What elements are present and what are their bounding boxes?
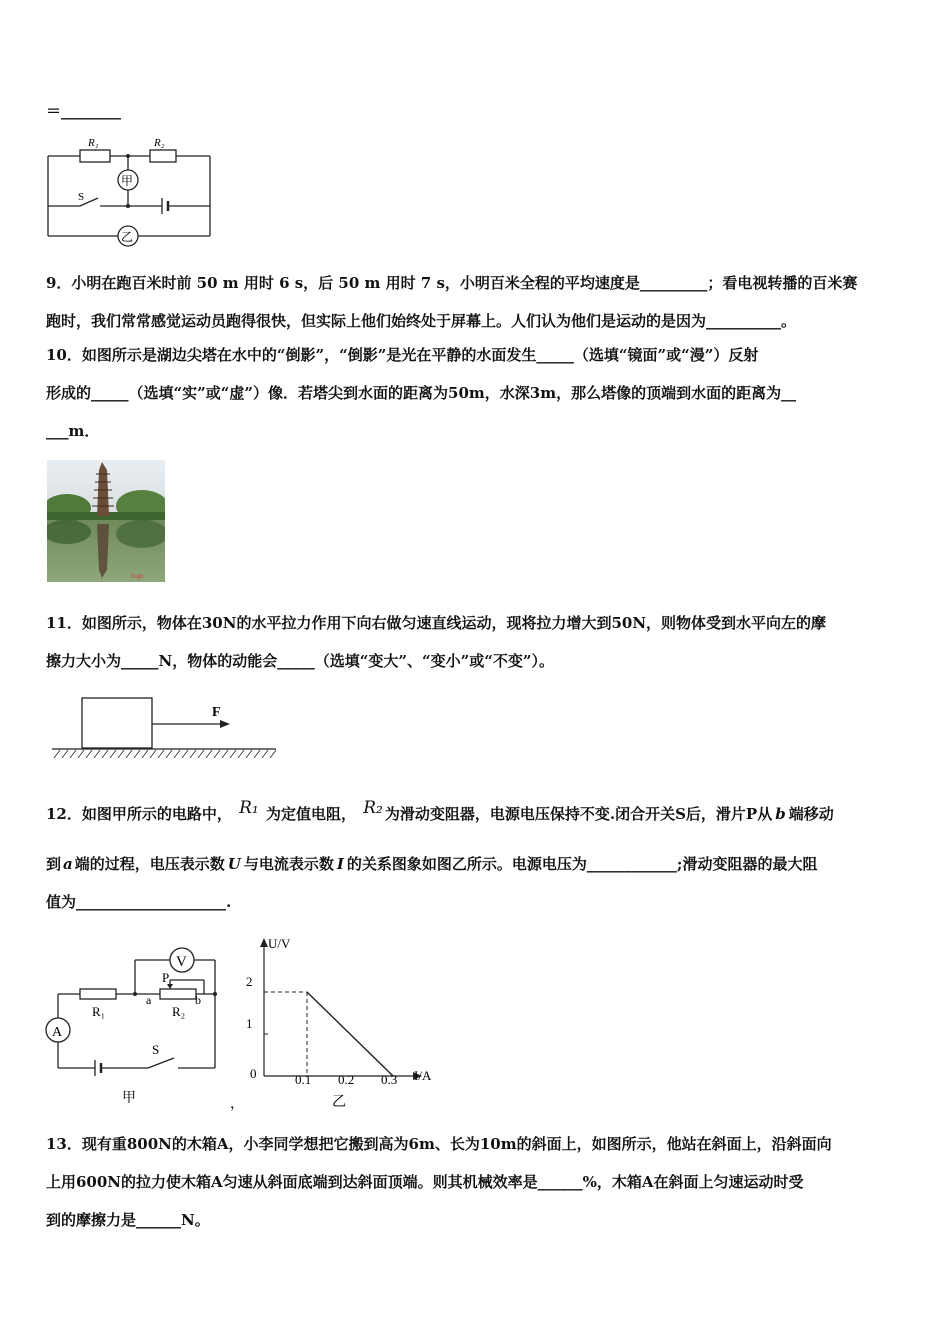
end-a-label: a <box>146 993 152 1007</box>
q11-line2: 擦力大小为_____N，物体的动能会_____（选填“变大”、“变小”或“不变”）。 <box>46 652 554 670</box>
u-i-graph <box>200 930 460 1112</box>
q10-line1: 10．如图所示是湖边尖塔在水中的“倒影”，“倒影”是光在平静的水面发生_____（选填“镜面”或“漫”）反射 <box>46 346 759 364</box>
circuit-diagram-1 <box>40 128 220 248</box>
q12-i: I <box>336 855 344 873</box>
q12-a: a <box>63 855 73 873</box>
ammeter-label: A <box>52 1025 63 1040</box>
q12-l2b: 端的过程，电压表示数 <box>74 855 225 873</box>
y-axis-label: U/V <box>268 936 291 951</box>
voltmeter-label: V <box>176 954 187 970</box>
block <box>82 698 152 748</box>
svg-text:logo: logo <box>131 572 144 580</box>
q12-l2a: 到 <box>46 855 62 873</box>
force-arrow <box>220 720 230 728</box>
q13-line2: 上用600N的拉力使木箱A匀速从斜面底端到达斜面顶端。则其机械效率是______%，木箱A在斜面上匀速运动时受 <box>46 1173 804 1191</box>
fig-yi-caption: 乙 <box>332 1095 346 1110</box>
x-tick-0.1: 0.1 <box>295 1072 312 1087</box>
q9-line2: 跑时，我们常常感觉运动员跑得很快，但实际上他们始终处于屏幕上。人们认为他们是运动的是因为__________。 <box>46 312 797 330</box>
end-b-label: b <box>195 993 201 1007</box>
x-tick-0.3: 0.3 <box>381 1072 398 1087</box>
q12-r2: R₂ <box>363 798 383 818</box>
pagoda-reflection-photo <box>47 460 165 582</box>
q12-post: 端移动 <box>788 805 834 823</box>
q9-line1: 9．小明在跑百米时前 50 m 用时 6 s，后 50 m 用时 7 s，小明百米全程的平均速度是_________；看电视转播的百米赛 <box>46 274 858 292</box>
meter-yi-label: 乙 <box>121 230 134 244</box>
r2-label: R₂ <box>154 137 165 149</box>
q12-pre: 12．如图甲所示的电路中， <box>46 805 232 823</box>
q12-b: b <box>775 805 786 823</box>
q12-mid1: 为定值电阻， <box>265 805 356 823</box>
r2-label-2: R₂ <box>172 1004 186 1019</box>
slider-p-label: P <box>162 970 170 985</box>
r1-label-2: R₁ <box>92 1004 106 1019</box>
fig-jia-caption: 甲 <box>122 1091 136 1106</box>
y-tick-2: 2 <box>246 974 253 989</box>
force-label: F <box>212 705 221 720</box>
q12-l2d: 的关系图象如图乙所示。电源电压为____________;滑动变阻器的最大阻 <box>346 855 818 873</box>
x-axis-label: I/A <box>414 1068 432 1083</box>
switch-label: S <box>78 191 85 203</box>
q12-line2 <box>46 853 817 874</box>
q12-r1: R₁ <box>239 798 259 818</box>
q11-line1: 11．如图所示，物体在30N的水平拉力作用下向右做匀速直线运动，现将拉力增大到50N，则物体受到水平向左的摩 <box>46 614 827 632</box>
origin-label: 0 <box>250 1066 257 1081</box>
meter-jia-label: 甲 <box>121 174 134 188</box>
switch-s-label: S <box>152 1042 160 1057</box>
q10-line3: ___m． <box>46 422 100 440</box>
block-force-diagram <box>52 696 282 762</box>
q10-line2: 形成的_____（选填“实”或“虚”）像．若塔尖到水面的距离为50m，水深3m，那么塔像的顶端到水面的距离为__ <box>46 384 797 402</box>
r1-label: R₁ <box>88 137 99 149</box>
q12-line1 <box>46 798 834 824</box>
answer-blank-line: ＝________ <box>46 102 122 120</box>
x-tick-0.2: 0.2 <box>338 1072 355 1087</box>
q12-l2c: 与电流表示数 <box>243 855 334 873</box>
q12-u: U <box>227 855 241 873</box>
q13-line3: 到的摩擦力是______N。 <box>46 1211 210 1229</box>
graph-separator: ， <box>230 1097 244 1112</box>
q12-mid2: 为滑动变阻器，电源电压保持不变.闭合开关S后，滑片P从 <box>384 805 773 823</box>
y-tick-1: 1 <box>246 1016 253 1031</box>
q12-line3: 值为____________________. <box>46 893 232 911</box>
q13-line1: 13．现有重800N的木箱A，小李同学想把它搬到高为6m、长为10m的斜面上，如图所示，他站在斜面上，沿斜面向 <box>46 1135 832 1153</box>
u-i-series-line <box>307 992 393 1076</box>
